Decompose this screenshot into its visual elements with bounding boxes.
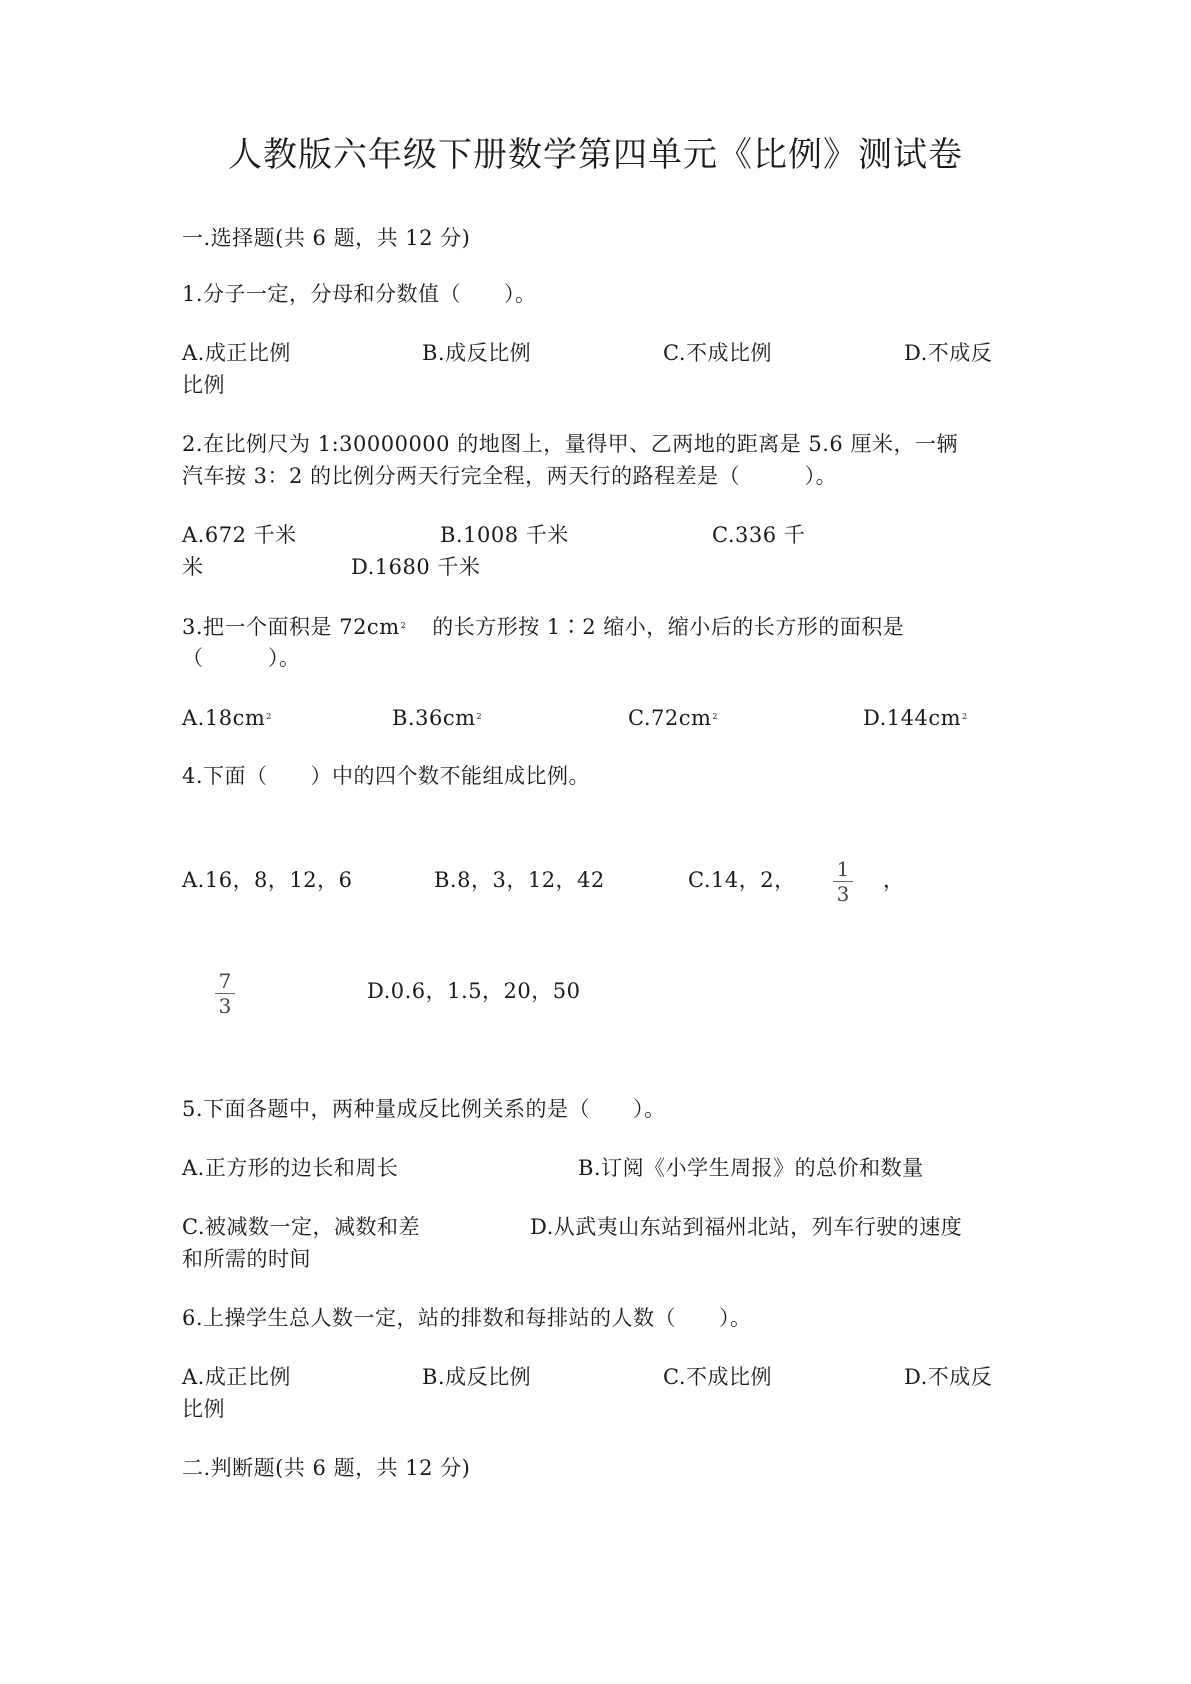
section-heading-choice: 一.选择题(共 6 题，共 12 分) [182,226,471,250]
question-2-option-b: B.1008 千米 [440,523,569,547]
question-3-stem-part1: 3.把一个面积是 72cm [182,615,400,639]
question-1-option-d-cont: 比例 [182,373,225,397]
squared-superscript: 2 [266,712,272,721]
question-3-option-a-text: A.18cm [182,706,266,730]
question-2-stem-line1: 2.在比例尺为 1:30000000 的地图上，量得甲、乙两地的距离是 5.6 厘米，一辆 [182,432,958,456]
question-2-option-a: A.672 千米 [182,523,297,547]
question-3-option-c [628,703,718,732]
question-2-option-c: C.336 千 [712,523,806,547]
question-4-option-d: D.0.6，1.5，20，50 [367,979,581,1003]
page-title: 人教版六年级下册数学第四单元《比例》测试卷 [228,135,963,175]
question-5-option-d-cont: 和所需的时间 [182,1247,311,1271]
squared-superscript: 2 [476,712,483,721]
question-3-option-b-text: B.36cm [392,706,476,730]
question-6-option-b: B.成反比例 [422,1365,532,1389]
fraction-numerator: 7 [218,969,232,993]
fraction-denominator: 3 [836,882,850,906]
question-3-option-b [392,703,482,732]
question-4-option-c: C.14，2， [688,868,796,892]
question-6-option-d-cont: 比例 [182,1397,225,1421]
fraction-numerator: 1 [836,857,850,881]
question-5-option-d: D.从武夷山东站到福州北站，列车行驶的速度 [530,1215,963,1239]
question-5-option-a: A.正方形的边长和周长 [182,1156,399,1180]
question-4-option-c-comma: ， [883,868,905,892]
squared-superscript: 2 [962,712,968,721]
question-6-stem: 6.上操学生总人数一定，站的排数和每排站的人数（ ）。 [182,1306,752,1330]
fraction-seven-thirds [213,970,237,1017]
question-3-option-c-text: C.72cm [628,706,712,730]
question-1-stem: 1.分子一定，分母和分数值（ ）。 [182,282,537,306]
question-1-option-d: D.不成反 [904,341,993,365]
question-2-option-d: D.1680 千米 [351,555,481,579]
question-6-option-c: C.不成比例 [663,1365,772,1389]
question-4-stem: 4.下面（ ）中的四个数不能组成比例。 [182,764,591,788]
question-6-option-a: A.成正比例 [182,1365,291,1389]
question-1-option-b: B.成反比例 [422,341,532,365]
question-3-option-d-text: D.144cm [863,706,962,730]
question-4-option-a: A.16，8，12，6 [182,868,353,892]
question-5-option-c: C.被减数一定，减数和差 [182,1215,420,1239]
question-5-stem: 5.下面各题中，两种量成反比例关系的是（ ）。 [182,1097,666,1121]
question-3-option-d [863,703,968,732]
question-1-option-a: A.成正比例 [182,341,291,365]
question-4-option-b: B.8，3，12，42 [434,868,605,892]
question-3-stem-part2: 的长方形按 1∶2 缩小，缩小后的长方形的面积是 [432,615,905,639]
section-heading-judgement: 二.判断题(共 6 题，共 12 分) [182,1456,471,1480]
fraction-denominator: 3 [218,994,232,1018]
fraction-one-third [831,858,855,905]
question-1-option-c: C.不成比例 [663,341,772,365]
squared-superscript: 2 [712,712,718,721]
squared-superscript: 2 [400,621,407,630]
question-3-stem-line2: （ ）。 [182,646,301,670]
question-6-option-d: D.不成反 [904,1365,993,1389]
question-5-option-b: B.订阅《小学生周报》的总价和数量 [578,1156,924,1180]
question-2-stem-line2: 汽车按 3：2 的比例分两天行完全程，两天行的路程差是（ ）。 [182,464,838,488]
question-3-option-a [182,703,272,732]
question-2-option-c-cont: 米 [182,555,204,579]
question-3-stem-line1 [182,612,904,641]
